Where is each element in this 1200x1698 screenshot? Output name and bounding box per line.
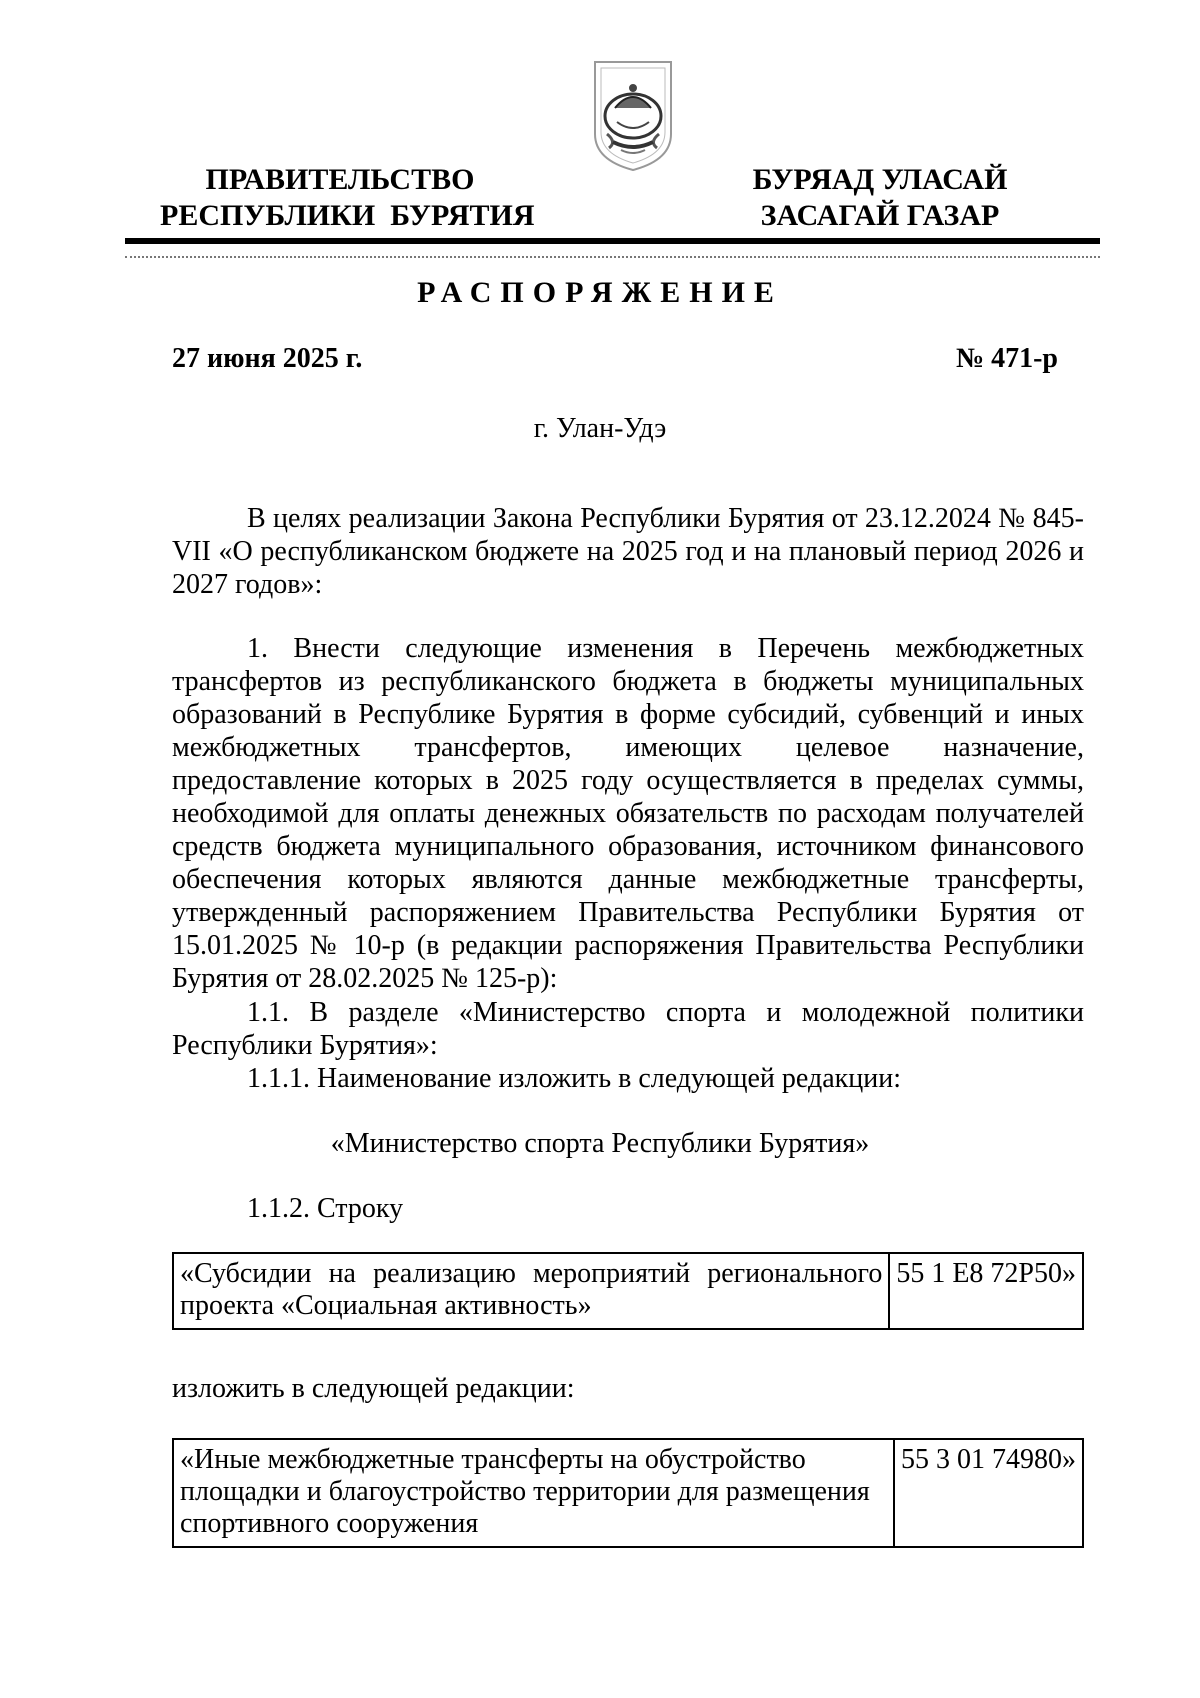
- table-row: [173, 1253, 1083, 1329]
- new-row-table: [172, 1438, 1084, 1548]
- item-1-1-1-paragraph: 1.1.1. Наименование изложить в следующей редакции:: [247, 1063, 901, 1094]
- header-right-line1: БУРЯАД УЛАСАЙ: [752, 163, 1008, 196]
- restate-paragraph: изложить в следующей редакции:: [172, 1373, 575, 1404]
- header-divider-thick: [125, 238, 1100, 244]
- header-left-line2: РЕСПУБЛИКИ БУРЯТИЯ: [160, 199, 535, 232]
- header-divider-thin: [125, 256, 1100, 258]
- coat-of-arms-emblem: [587, 56, 679, 174]
- item-1-1-2-paragraph: 1.1.2. Строку: [247, 1193, 404, 1224]
- document-date: 27 июня 2025 г.: [172, 343, 363, 374]
- header-left-block: [160, 162, 535, 234]
- item-1-paragraph: 1. Внести следующие изменения в Перечень межбюджетных трансфертов из республиканского бюджета в бюджеты муниципальных образований в Республике Бурятия в форме субсидий, субвенций и иных межбюджетных трансфертов, имеющих целевое назначение, предоставление которых в 2025 году осуществляется в пределах суммы, необходимой для оплаты денежных обязательств по расходам получателей средств бюджета муниципального образования, источником финансового обеспечения которых являются данные межбюджетные трансферты, утвержденный распоряжением Правительства Республики Бурятия от 15.01.2025 № 10-р (в редакции распоряжения Правительства Республики Бурятия от 28.02.2025 № 125-р):: [172, 633, 1084, 994]
- document-title: РАСПОРЯЖЕНИЕ: [417, 276, 783, 309]
- document-number: № 471-р: [955, 343, 1058, 374]
- new-section-name: «Министерство спорта Республики Бурятия»: [330, 1128, 870, 1159]
- header-right-line2: ЗАСАГАЙ ГАЗАР: [760, 199, 1000, 232]
- old-row-code-cell: 55 1 Е8 72Р50»: [889, 1253, 1083, 1329]
- table-row: [173, 1439, 1083, 1547]
- old-row-name-cell: «Субсидии на реализацию мероприятий регионального проекта «Социальная активность»: [173, 1253, 889, 1329]
- old-row-table: [172, 1252, 1084, 1330]
- new-row-code-cell: 55 3 01 74980»: [894, 1439, 1083, 1547]
- document-city: г. Улан-Удэ: [533, 413, 667, 444]
- new-row-name-cell: «Иные межбюджетные трансферты на обустройство площадки и благоустройство территории для размещения спортивного сооружения: [173, 1439, 894, 1547]
- item-1-1-paragraph: 1.1. В разделе «Министерство спорта и молодежной политики Республики Бурятия»:: [172, 997, 1084, 1061]
- header-right-block: [730, 162, 1030, 234]
- preamble-paragraph: В целях реализации Закона Республики Бурятия от 23.12.2024 № 845-VII «О республиканском бюджете на 2025 год и на плановый период 2026 и 2027 годов»:: [172, 503, 1084, 600]
- header-left-line1: ПРАВИТЕЛЬСТВО: [205, 163, 475, 196]
